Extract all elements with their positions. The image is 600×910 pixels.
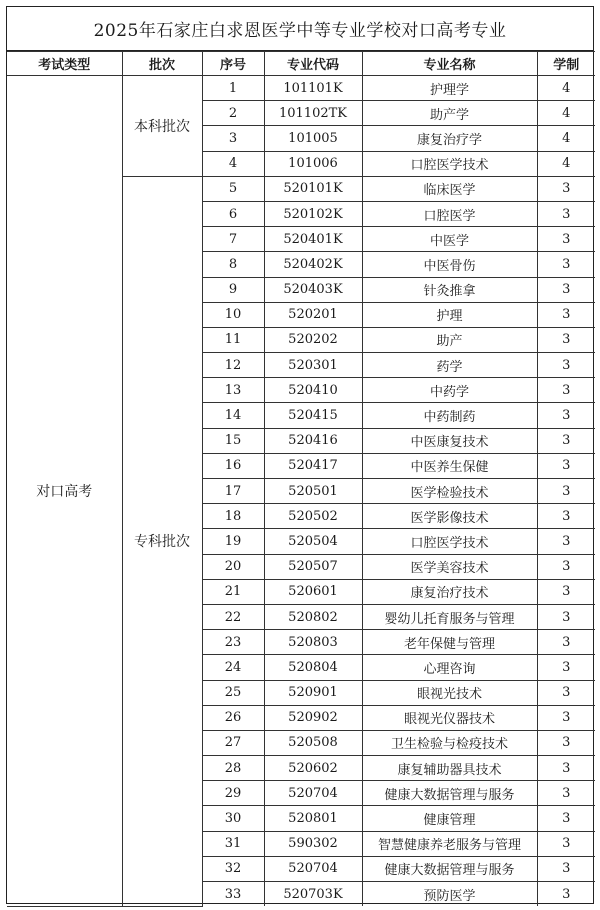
duration-cell: 3 <box>537 227 595 252</box>
major-code-cell: 520201 <box>264 302 362 327</box>
seq-cell: 4 <box>202 151 264 176</box>
duration-cell: 3 <box>537 806 595 831</box>
major-code-cell: 520901 <box>264 680 362 705</box>
document-sheet <box>6 6 594 904</box>
major-name-cell: 康复治疗学 <box>362 126 537 151</box>
major-code-cell: 520602 <box>264 756 362 781</box>
major-name-cell: 中医学 <box>362 227 537 252</box>
major-code-cell: 590302 <box>264 831 362 856</box>
seq-cell: 20 <box>202 554 264 579</box>
duration-cell: 3 <box>537 201 595 226</box>
header-duration: 学制 <box>537 52 595 76</box>
major-code-cell: 520417 <box>264 453 362 478</box>
seq-cell: 12 <box>202 353 264 378</box>
seq-cell: 1 <box>202 76 264 101</box>
seq-cell: 17 <box>202 479 264 504</box>
seq-cell: 7 <box>202 227 264 252</box>
duration-cell: 3 <box>537 403 595 428</box>
duration-cell: 3 <box>537 579 595 604</box>
duration-cell: 3 <box>537 680 595 705</box>
header-major-code: 专业代码 <box>264 52 362 76</box>
duration-cell: 4 <box>537 76 595 101</box>
duration-cell: 3 <box>537 353 595 378</box>
major-code-cell: 520502 <box>264 504 362 529</box>
duration-cell: 3 <box>537 604 595 629</box>
major-code-cell: 101102TK <box>264 101 362 126</box>
seq-cell: 6 <box>202 201 264 226</box>
major-name-cell: 针灸推拿 <box>362 277 537 302</box>
seq-cell: 28 <box>202 756 264 781</box>
major-code-cell: 520301 <box>264 353 362 378</box>
major-name-cell: 药学 <box>362 353 537 378</box>
major-code-cell: 520101K <box>264 176 362 201</box>
seq-cell: 33 <box>202 882 264 907</box>
seq-cell: 25 <box>202 680 264 705</box>
major-code-cell: 520704 <box>264 856 362 881</box>
seq-cell: 19 <box>202 529 264 554</box>
duration-cell: 3 <box>537 176 595 201</box>
seq-cell: 26 <box>202 705 264 730</box>
seq-cell: 11 <box>202 327 264 352</box>
document-title: 2025年石家庄白求恩医学中等专业学校对口高考专业 <box>7 7 593 51</box>
seq-cell: 30 <box>202 806 264 831</box>
major-name-cell: 婴幼儿托育服务与管理 <box>362 604 537 629</box>
duration-cell: 3 <box>537 479 595 504</box>
duration-cell: 3 <box>537 252 595 277</box>
duration-cell: 3 <box>537 428 595 453</box>
major-code-cell: 520804 <box>264 655 362 680</box>
major-name-cell: 临床医学 <box>362 176 537 201</box>
major-code-cell: 520803 <box>264 630 362 655</box>
major-name-cell: 医学影像技术 <box>362 504 537 529</box>
seq-cell: 24 <box>202 655 264 680</box>
major-code-cell: 520410 <box>264 378 362 403</box>
major-code-cell: 520504 <box>264 529 362 554</box>
duration-cell: 3 <box>537 378 595 403</box>
seq-cell: 27 <box>202 730 264 755</box>
major-name-cell: 心理咨询 <box>362 655 537 680</box>
major-code-cell: 520501 <box>264 479 362 504</box>
major-code-cell: 520704 <box>264 781 362 806</box>
duration-cell: 3 <box>537 756 595 781</box>
major-name-cell: 预防医学 <box>362 882 537 907</box>
seq-cell: 15 <box>202 428 264 453</box>
major-name-cell: 助产 <box>362 327 537 352</box>
major-name-cell: 口腔医学 <box>362 201 537 226</box>
seq-cell: 22 <box>202 604 264 629</box>
major-code-cell: 520401K <box>264 227 362 252</box>
major-code-cell: 520507 <box>264 554 362 579</box>
major-name-cell: 中医康复技术 <box>362 428 537 453</box>
duration-cell: 3 <box>537 831 595 856</box>
seq-cell: 10 <box>202 302 264 327</box>
header-batch: 批次 <box>122 52 202 76</box>
major-code-cell: 101101K <box>264 76 362 101</box>
major-name-cell: 健康管理 <box>362 806 537 831</box>
major-name-cell: 中药学 <box>362 378 537 403</box>
major-code-cell: 520102K <box>264 201 362 226</box>
duration-cell: 3 <box>537 504 595 529</box>
duration-cell: 3 <box>537 529 595 554</box>
seq-cell: 9 <box>202 277 264 302</box>
major-name-cell: 健康大数据管理与服务 <box>362 856 537 881</box>
duration-cell: 3 <box>537 327 595 352</box>
major-name-cell: 健康大数据管理与服务 <box>362 781 537 806</box>
seq-cell: 23 <box>202 630 264 655</box>
seq-cell: 29 <box>202 781 264 806</box>
seq-cell: 3 <box>202 126 264 151</box>
major-name-cell: 智慧健康养老服务与管理 <box>362 831 537 856</box>
table-body <box>7 76 595 907</box>
major-code-cell: 520416 <box>264 428 362 453</box>
major-code-cell: 520415 <box>264 403 362 428</box>
header-exam-type: 考试类型 <box>7 52 122 76</box>
majors-table <box>7 51 595 907</box>
major-name-cell: 护理 <box>362 302 537 327</box>
major-code-cell: 520202 <box>264 327 362 352</box>
major-name-cell: 眼视光技术 <box>362 680 537 705</box>
major-code-cell: 520802 <box>264 604 362 629</box>
major-name-cell: 康复辅助器具技术 <box>362 756 537 781</box>
major-name-cell: 医学检验技术 <box>362 479 537 504</box>
major-name-cell: 口腔医学技术 <box>362 529 537 554</box>
major-code-cell: 101005 <box>264 126 362 151</box>
seq-cell: 2 <box>202 101 264 126</box>
major-name-cell: 助产学 <box>362 101 537 126</box>
major-name-cell: 中医骨伤 <box>362 252 537 277</box>
seq-cell: 5 <box>202 176 264 201</box>
seq-cell: 8 <box>202 252 264 277</box>
batch-cell: 本科批次 <box>122 76 202 177</box>
table-row <box>7 76 595 101</box>
major-code-cell: 520403K <box>264 277 362 302</box>
duration-cell: 3 <box>537 882 595 907</box>
duration-cell: 3 <box>537 302 595 327</box>
duration-cell: 3 <box>537 630 595 655</box>
header-major-name: 专业名称 <box>362 52 537 76</box>
duration-cell: 3 <box>537 781 595 806</box>
major-name-cell: 医学美容技术 <box>362 554 537 579</box>
seq-cell: 21 <box>202 579 264 604</box>
duration-cell: 3 <box>537 655 595 680</box>
duration-cell: 4 <box>537 101 595 126</box>
major-code-cell: 520902 <box>264 705 362 730</box>
major-name-cell: 康复治疗技术 <box>362 579 537 604</box>
seq-cell: 18 <box>202 504 264 529</box>
duration-cell: 4 <box>537 126 595 151</box>
duration-cell: 3 <box>537 730 595 755</box>
batch-cell: 专科批次 <box>122 176 202 906</box>
duration-cell: 4 <box>537 151 595 176</box>
header-seq: 序号 <box>202 52 264 76</box>
major-name-cell: 卫生检验与检疫技术 <box>362 730 537 755</box>
major-name-cell: 眼视光仪器技术 <box>362 705 537 730</box>
seq-cell: 14 <box>202 403 264 428</box>
major-name-cell: 中医养生保健 <box>362 453 537 478</box>
table-header-row <box>7 52 595 76</box>
seq-cell: 32 <box>202 856 264 881</box>
major-code-cell: 520801 <box>264 806 362 831</box>
major-name-cell: 老年保健与管理 <box>362 630 537 655</box>
exam-type-cell: 对口高考 <box>7 76 122 907</box>
major-code-cell: 520703K <box>264 882 362 907</box>
major-name-cell: 口腔医学技术 <box>362 151 537 176</box>
major-code-cell: 520508 <box>264 730 362 755</box>
duration-cell: 3 <box>537 277 595 302</box>
major-name-cell: 中药制药 <box>362 403 537 428</box>
seq-cell: 16 <box>202 453 264 478</box>
duration-cell: 3 <box>537 705 595 730</box>
duration-cell: 3 <box>537 453 595 478</box>
seq-cell: 31 <box>202 831 264 856</box>
major-code-cell: 520601 <box>264 579 362 604</box>
major-code-cell: 101006 <box>264 151 362 176</box>
duration-cell: 3 <box>537 554 595 579</box>
duration-cell: 3 <box>537 856 595 881</box>
major-code-cell: 520402K <box>264 252 362 277</box>
major-name-cell: 护理学 <box>362 76 537 101</box>
seq-cell: 13 <box>202 378 264 403</box>
